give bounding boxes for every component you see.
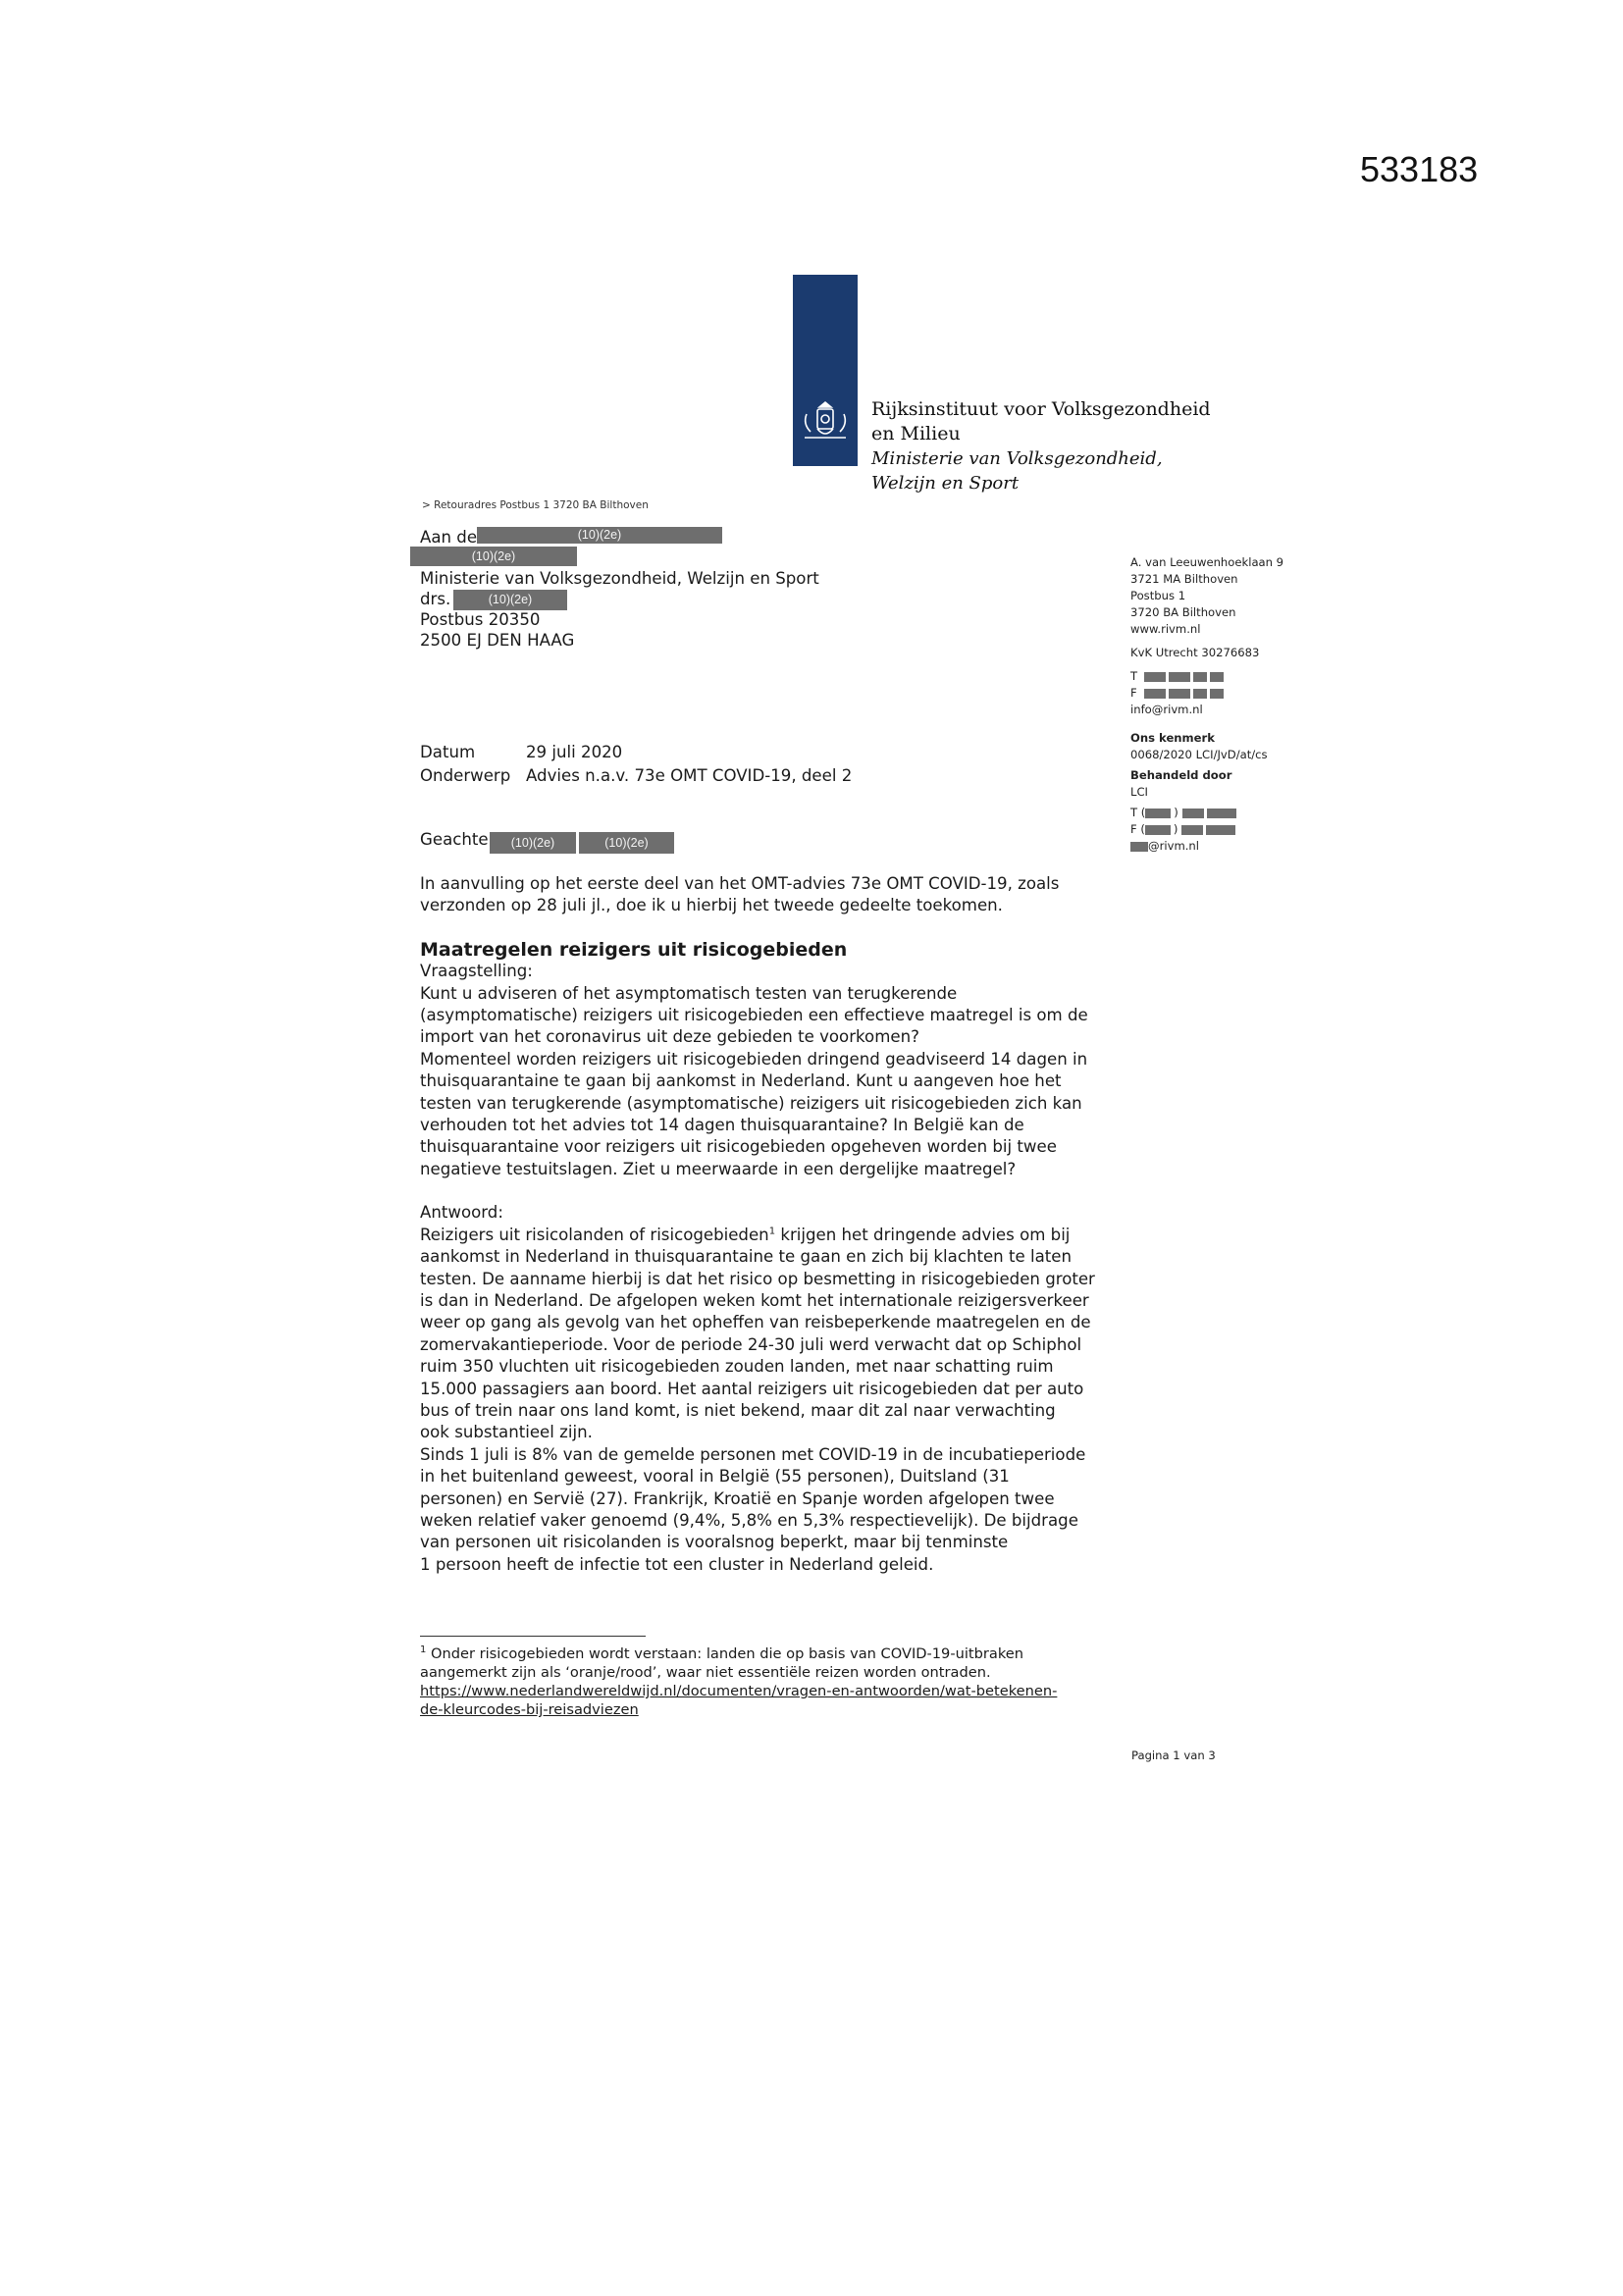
letter-meta — [420, 742, 852, 789]
contact-fax: F ( ) — [1130, 821, 1283, 838]
ministry-line2: Welzijn en Sport — [871, 473, 1020, 494]
answer-line: Sinds 1 juli is 8% van de gemelde personen met COVID-19 in de incubatieperiode — [420, 1444, 1086, 1464]
question-line: verhouden tot het advies tot 14 dagen thuisquarantaine? In België kan de — [420, 1116, 1024, 1135]
question-line: thuisquarantaine voor reizigers uit risicogebieden opgeheven worden bij twee — [420, 1137, 1057, 1157]
behandeld-door-label: Behandeld door — [1130, 768, 1232, 782]
answer-line: personen) en Servië (27). Frankrijk, Kroatië en Spanje worden afgelopen twee — [420, 1488, 1055, 1508]
phone-label: T — [1130, 669, 1138, 683]
footnote-line: aangemerkt zijn als ‘oranje/rood’, waar niet essentiële reizen worden ontraden. — [420, 1664, 991, 1681]
greeting: Geachte — [420, 830, 489, 849]
contact-email — [1130, 838, 1283, 855]
sender-street: A. van Leeuwenhoeklaan 9 — [1130, 555, 1284, 569]
date-value: 29 juli 2020 — [526, 743, 623, 761]
footnote-number: 1 — [420, 1644, 427, 1656]
recipient-city: 2500 EJ DEN HAAG — [420, 631, 575, 650]
behandeld-door-value: LCI — [1130, 785, 1148, 799]
intro-line: verzonden op 28 juli jl., doe ik u hierbij het tweede gedeelte toekomen. — [420, 896, 1003, 915]
sender-email: info@rivm.nl — [1130, 703, 1203, 716]
answer-label: Antwoord: — [420, 1203, 503, 1223]
ons-kenmerk-label: Ons kenmerk — [1130, 731, 1215, 745]
question-line: (asymptomatische) reizigers uit risicogebieden een effectieve maatregel is om de — [420, 1006, 1088, 1025]
sender-postbus: Postbus 1 — [1130, 589, 1186, 602]
redaction-box: (10)(2e) — [490, 832, 576, 854]
answer-line: weer op gang als gevolg van het opheffen van reisbeperkende maatregelen en de — [420, 1313, 1091, 1332]
answer-line: ruim 350 vluchten uit risicogebieden zouden landen, met naar schatting ruim — [420, 1357, 1054, 1377]
letter-body — [420, 873, 1095, 1576]
question-line: testen van terugkerende (asymptomatische) reizigers uit risicogebieden zich kan — [420, 1093, 1082, 1113]
footnote-ref: 1 — [768, 1226, 776, 1237]
subject-row — [420, 765, 852, 789]
footnote-divider — [420, 1636, 646, 1637]
redaction-box: (10)(2e) — [477, 527, 722, 544]
redaction-box: (10)(2e) — [453, 590, 567, 610]
contact-fax-label: F ( — [1130, 822, 1145, 836]
question-label: Vraagstelling: — [420, 962, 533, 981]
answer-line: weken relatief vaker genoemd (9,4%, 5,8% en 5,3% respectievelijk). De bijdrage — [420, 1510, 1078, 1530]
question-line: thuisquarantaine te gaan bij aankomst in Nederland. Kunt u aangeven hoe het — [420, 1071, 1062, 1091]
sender-zip-city: 3721 MA Bilthoven — [1130, 572, 1238, 586]
answer-line: is dan in Nederland. De afgelopen weken komt het internationale reizigersverkeer — [420, 1290, 1089, 1310]
answer-line — [420, 1225, 1095, 1246]
date-row — [420, 742, 852, 765]
sender-website: www.rivm.nl — [1130, 622, 1201, 636]
return-address: > Retouradres Postbus 1 3720 BA Bilthoven — [422, 499, 649, 511]
question-line: negatieve testuitslagen. Ziet u meerwaarde in een dergelijke maatregel? — [420, 1159, 1017, 1178]
organization-name — [871, 397, 1211, 496]
question-line: Kunt u adviseren of het asymptomatisch testen van terugkerende — [420, 983, 958, 1003]
page-indicator: Pagina 1 van 3 — [1131, 1748, 1216, 1762]
answer-line: in het buitenland geweest, vooral in België (55 personen), Duitsland (31 — [420, 1467, 1010, 1487]
coat-of-arms-icon — [793, 392, 858, 457]
sender-kvk: KvK Utrecht 30276683 — [1130, 646, 1260, 659]
sender-info — [1130, 554, 1283, 855]
answer-line: 15.000 passagiers aan boord. Het aantal reizigers uit risicogebieden dat per auto — [420, 1379, 1084, 1398]
recipient-prefix: Aan de — [420, 528, 478, 547]
ministry-line1: Ministerie van Volksgezondheid, — [871, 448, 1163, 469]
sender-fax — [1130, 685, 1283, 702]
intro-line: In aanvulling op het eerste deel van het OMT-advies 73e OMT COVID-19, zoals — [420, 874, 1060, 893]
section-title: Maatregelen reizigers uit risicogebieden — [420, 938, 848, 961]
recipient-title: drs. — [420, 590, 451, 608]
contact-phone-label: T ( — [1130, 806, 1146, 819]
subject-label: Onderwerp — [420, 766, 511, 785]
footnote — [420, 1644, 1057, 1719]
answer-first-end: krijgen het dringende advies om bij — [775, 1225, 1071, 1244]
subject-value: Advies n.a.v. 73e OMT COVID-19, deel 2 — [526, 766, 853, 785]
answer-line: zomervakantieperiode. Voor de periode 24-30 juli werd verwacht dat op Schiphol — [420, 1334, 1082, 1354]
answer-line: van personen uit risicolanden is vooralsnog beperkt, maar bij tenminste — [420, 1533, 1009, 1552]
document-number: 533183 — [1360, 149, 1479, 189]
fax-label: F — [1130, 686, 1137, 700]
org-name-line1: Rijksinstituut voor Volksgezondheid — [871, 398, 1211, 420]
contact-email-suffix: @rivm.nl — [1148, 839, 1199, 853]
footnote-link[interactable]: de-kleurcodes-bij-reisadviezen — [420, 1701, 639, 1718]
date-label: Datum — [420, 743, 476, 761]
question-line: Momenteel worden reizigers uit risicogebieden dringend geadviseerd 14 dagen in — [420, 1049, 1088, 1069]
answer-line: bus of trein naar ons land komt, is niet bekend, maar dit zal naar verwachting — [420, 1400, 1056, 1420]
recipient-address — [420, 527, 819, 651]
recipient-ministry: Ministerie van Volksgezondheid, Welzijn en Sport — [420, 569, 819, 588]
sender-postbus-city: 3720 BA Bilthoven — [1130, 605, 1236, 619]
sender-phone — [1130, 668, 1283, 685]
answer-line: aankomst in Nederland in thuisquarantaine te gaan en zich bij klachten te laten — [420, 1247, 1072, 1267]
ons-kenmerk-value: 0068/2020 LCI/JvD/at/cs — [1130, 748, 1268, 761]
answer-line: 1 persoon heeft de infectie tot een cluster in Nederland geleid. — [420, 1554, 934, 1574]
contact-phone: T ( ) — [1130, 805, 1283, 821]
footnote-link[interactable]: https://www.nederlandwereldwijd.nl/documenten/vragen-en-antwoorden/wat-betekenen- — [420, 1683, 1058, 1699]
answer-line: testen. De aanname hierbij is dat het risico op besmetting in risicogebieden groter — [420, 1269, 1095, 1288]
org-name-line2: en Milieu — [871, 423, 961, 444]
answer-line: ook substantieel zijn. — [420, 1423, 593, 1442]
redaction-box: (10)(2e) — [579, 832, 674, 854]
recipient-postbus: Postbus 20350 — [420, 610, 541, 629]
footnote-line — [420, 1644, 1057, 1663]
footnote-text: Onder risicogebieden wordt verstaan: landen die op basis van COVID-19-uitbraken — [426, 1645, 1023, 1662]
question-line: import van het coronavirus uit deze gebieden te voorkomen? — [420, 1027, 919, 1047]
answer-first-start: Reizigers uit risicolanden of risicogebieden — [420, 1225, 769, 1244]
redaction-box: (10)(2e) — [410, 547, 577, 566]
